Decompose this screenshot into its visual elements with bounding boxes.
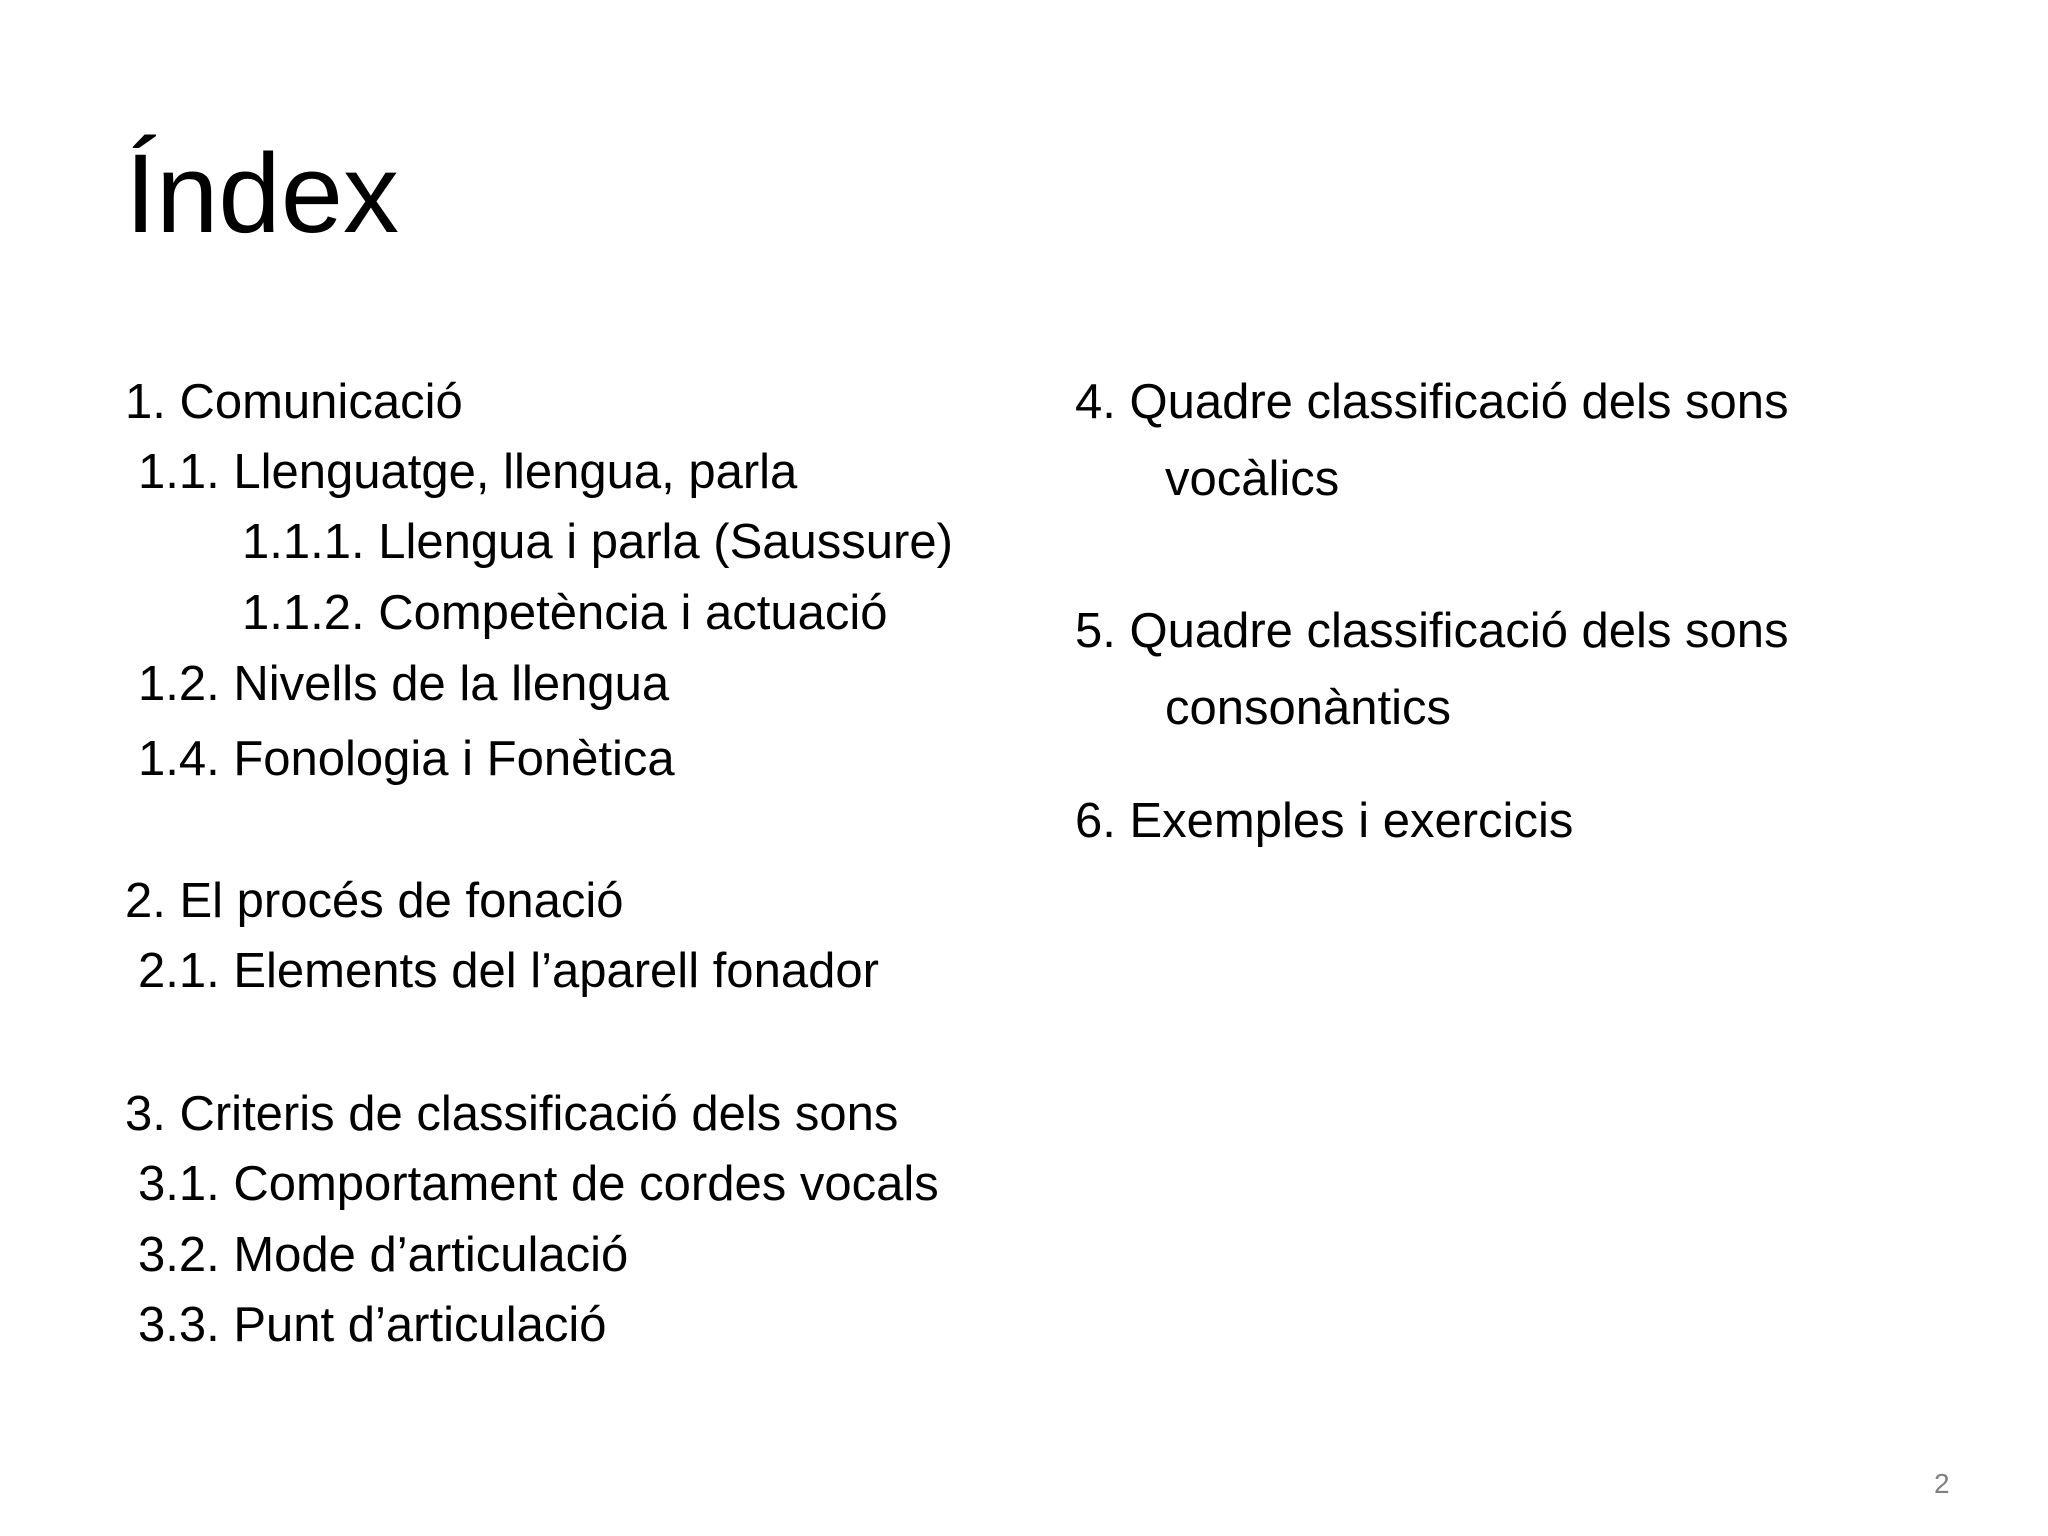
toc-item-3-1: 3.1. Comportament de cordes vocals — [138, 1157, 939, 1211]
toc-item-3: 3. Criteris de classificació dels sons — [125, 1087, 899, 1141]
toc-item-5: 5. Quadre classificació dels sons — [1075, 604, 1789, 658]
toc-item-1: 1. Comunicació — [125, 375, 463, 429]
toc-item-3-3: 3.3. Punt d’articulació — [138, 1298, 607, 1352]
toc-item-1-1-1: 1.1.1. Llengua i parla (Saussure) — [242, 515, 953, 569]
toc-item-1-2: 1.2. Nivells de la llengua — [138, 657, 670, 711]
toc-item-5-continuation: consonàntics — [1165, 681, 1452, 735]
toc-item-2: 2. El procés de fonació — [125, 874, 624, 928]
toc-item-4: 4. Quadre classificació dels sons — [1075, 375, 1789, 429]
toc-item-1-4: 1.4. Fonologia i Fonètica — [138, 732, 675, 786]
toc-item-4-continuation: vocàlics — [1165, 452, 1340, 506]
toc-item-1-1: 1.1. Llenguatge, llengua, parla — [138, 445, 798, 499]
slide-title: Índex — [125, 131, 399, 256]
toc-item-6: 6. Exemples i exercicis — [1075, 794, 1574, 848]
toc-item-2-1: 2.1. Elements del l’aparell fonador — [138, 944, 879, 998]
toc-item-1-1-2: 1.1.2. Competència i actuació — [242, 586, 888, 640]
page-number: 2 — [1934, 1468, 1950, 1499]
toc-item-3-2: 3.2. Mode d’articulació — [138, 1228, 629, 1282]
